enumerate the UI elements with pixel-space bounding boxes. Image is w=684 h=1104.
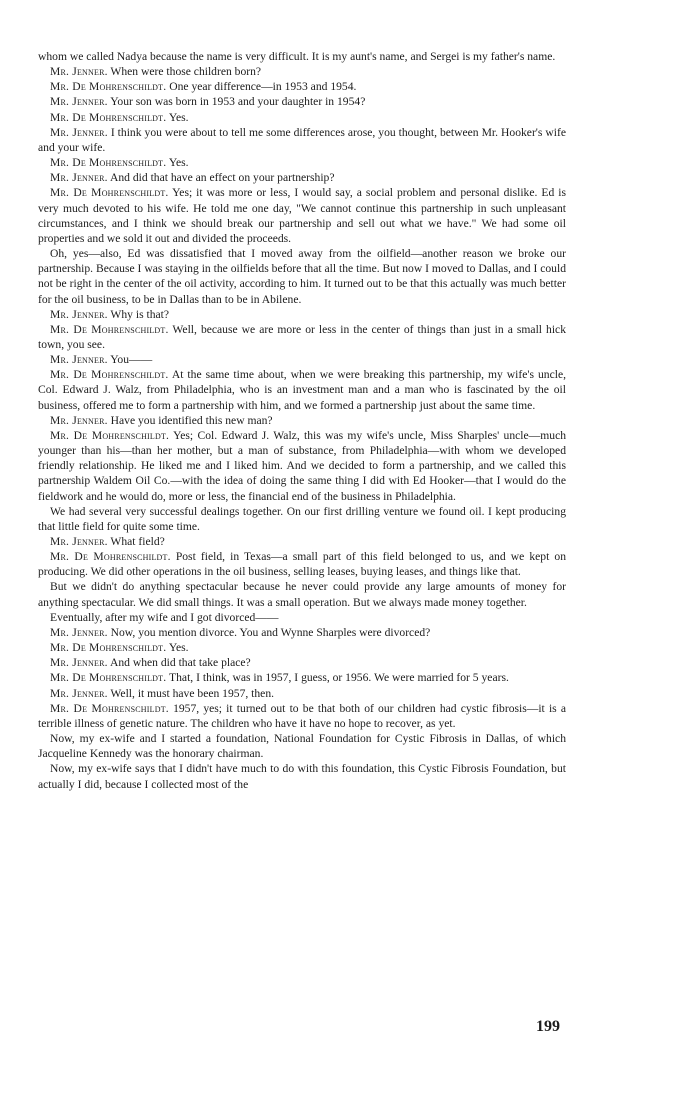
transcript-paragraph bbox=[38, 761, 566, 791]
paragraph-text: But we didn't do anything spectacular because he never could provide any large amounts of money for anything spectacular. We did small things. It was a small operation. But we always made money together. bbox=[38, 580, 566, 609]
paragraph-text: Yes. bbox=[168, 110, 189, 124]
paragraph-text: And did that have an effect on your partnership? bbox=[109, 171, 335, 185]
paragraph-text: Yes; Col. Edward J. Walz, this was my wife's uncle, Miss Sharples' uncle—much younger than his—than her mother, but a man of substance, from Philadelphia—with whom we developed friendly relationship. He liked me and I liked him. And we decided to form a partnership, and we called this partnership Waldem Oil Co.—with the idea of doing the same thing I did with Ed Hooker—that I would do the fieldwork and he would do, more or less, the financial end of the business in Philadelphia. bbox=[38, 428, 567, 503]
speaker-label: Mr. Jenner. bbox=[50, 171, 108, 185]
paragraph-text: Yes; it was more or less, I would say, a social problem and personal dislike. Ed is very much devoted to his wife. He told me one day, "We cannot continue this partnership in such unpleasant circumstances, and I think we should break our partnership and sell out what we have." We had some oil properties and we sold it out and divided the proceeds. bbox=[38, 186, 566, 245]
transcript-paragraph bbox=[38, 110, 566, 125]
speaker-label: Mr. De Mohrenschildt. bbox=[50, 428, 170, 442]
paragraph-text: Post field, in Texas—a small part of this field belonged to us, and we kept on producing. We did other operations in the oil business, selling leases, buying leases, and things like that. bbox=[38, 550, 566, 579]
paragraph-text: You—— bbox=[110, 353, 153, 367]
transcript-paragraph bbox=[38, 307, 566, 322]
transcript-paragraph bbox=[38, 64, 566, 79]
transcript-paragraph bbox=[38, 579, 566, 609]
paragraph-text: whom we called Nadya because the name is very difficult. It is my aunt's name, and Sergei is my father's name. bbox=[38, 50, 556, 63]
paragraph-text: Oh, yes—also, Ed was dissatisfied that I moved away from the oilfield—another reason we broke our partnership. Because I was staying in the oilfields before that all the time. But now I moved to Dallas, and I could not be right in the center of the oil activity, according to him. It turned out to be that this actually was much better for the oil business, to be in Dallas than to be in Abilene. bbox=[38, 247, 566, 306]
transcript-paragraph bbox=[38, 49, 566, 64]
paragraph-text: I think you were about to tell me some differences arose, you thought, between Mr. Hooker's wife and your wife. bbox=[38, 125, 566, 154]
paragraph-text: When were those children born? bbox=[110, 65, 262, 79]
transcript-paragraph bbox=[38, 170, 566, 185]
speaker-label: Mr. De Mohrenschildt. bbox=[50, 186, 169, 200]
speaker-label: Mr. De Mohrenschildt. bbox=[50, 156, 167, 170]
transcript-paragraph bbox=[38, 367, 566, 412]
speaker-label: Mr. Jenner. bbox=[50, 307, 108, 321]
speaker-label: Mr. De Mohrenschildt. bbox=[50, 701, 169, 715]
speaker-label: Mr. De Mohrenschildt. bbox=[50, 80, 167, 94]
paragraph-text: Your son was born in 1953 and your daughter in 1954? bbox=[110, 95, 366, 109]
paragraph-text: Eventually, after my wife and I got divorced—— bbox=[50, 610, 279, 624]
speaker-label: Mr. De Mohrenschildt. bbox=[50, 368, 169, 382]
page-number: 199 bbox=[536, 1018, 560, 1035]
paragraph-text: 1957, yes; it turned out to be that both of our children had cystic fibrosis—it is a terrible illness of genetic nature. The children who have it have no hope to recover, as yet. bbox=[38, 701, 567, 730]
paragraph-text: At the same time about, when we were breaking this partnership, my wife's uncle, Col. Edward J. Walz, from Philadelphia, who is an investment man and a man who is fascinated by the oil business, offered me to form a partnership with him, and we formed a partnership just about the same time. bbox=[38, 368, 566, 412]
transcript-body bbox=[38, 49, 566, 792]
speaker-label: Mr. De Mohrenschildt. bbox=[50, 550, 171, 564]
transcript-paragraph bbox=[38, 686, 566, 701]
speaker-label: Mr. Jenner. bbox=[50, 686, 108, 700]
paragraph-text: Why is that? bbox=[110, 307, 170, 321]
speaker-label: Mr. Jenner. bbox=[50, 95, 108, 109]
transcript-paragraph bbox=[38, 322, 566, 352]
transcript-paragraph bbox=[38, 352, 566, 367]
transcript-paragraph bbox=[38, 701, 566, 731]
transcript-paragraph bbox=[38, 94, 566, 109]
transcript-paragraph bbox=[38, 246, 566, 307]
speaker-label: Mr. Jenner. bbox=[50, 535, 108, 548]
paragraph-text: We had several very successful dealings together. On our first drilling venture we found oil. I kept producing that little field for quite some time. bbox=[38, 504, 566, 533]
paragraph-text: What field? bbox=[110, 535, 165, 548]
transcript-paragraph bbox=[38, 185, 566, 246]
paragraph-text: Well, because we are more or less in the center of things than just in a small hick town, you see. bbox=[38, 322, 566, 351]
transcript-paragraph bbox=[38, 731, 566, 761]
transcript-paragraph bbox=[38, 504, 566, 534]
speaker-label: Mr. De Mohrenschildt. bbox=[50, 322, 169, 336]
paragraph-text: That, I think, was in 1957, I guess, or 1956. We were married for 5 years. bbox=[169, 671, 509, 685]
transcript-paragraph bbox=[38, 155, 566, 170]
speaker-label: Mr. Jenner. bbox=[50, 353, 108, 367]
speaker-label: Mr. De Mohrenschildt. bbox=[50, 641, 167, 655]
transcript-paragraph bbox=[38, 610, 566, 625]
paragraph-text: One year difference—in 1953 and 1954. bbox=[169, 80, 357, 94]
transcript-paragraph bbox=[38, 625, 566, 640]
transcript-paragraph bbox=[38, 125, 566, 155]
transcript-paragraph bbox=[38, 79, 566, 94]
speaker-label: Mr. De Mohrenschildt. bbox=[50, 110, 167, 124]
speaker-label: Mr. Jenner. bbox=[50, 625, 108, 639]
paragraph-text: Yes. bbox=[168, 641, 189, 655]
paragraph-text: Now, my ex-wife says that I didn't have much to do with this foundation, this Cystic Fibrosis Foundation, but actually I did, because I collected most of the bbox=[38, 762, 566, 791]
transcript-paragraph bbox=[38, 413, 566, 428]
transcript-paragraph bbox=[38, 640, 566, 655]
paragraph-text: And when did that take place? bbox=[109, 656, 251, 670]
paragraph-text: Now, my ex-wife and I started a foundation, National Foundation for Cystic Fibrosis in Dallas, of which Jacqueline Kennedy was the honorary chairman. bbox=[38, 732, 566, 761]
speaker-label: Mr. Jenner. bbox=[50, 413, 108, 427]
paragraph-text: Well, it must have been 1957, then. bbox=[110, 686, 275, 700]
transcript-paragraph bbox=[38, 534, 566, 549]
transcript-paragraph bbox=[38, 655, 566, 670]
speaker-label: Mr. Jenner. bbox=[50, 656, 108, 670]
speaker-label: Mr. Jenner. bbox=[50, 65, 108, 79]
transcript-paragraph bbox=[38, 428, 566, 504]
paragraph-text: Now, you mention divorce. You and Wynne Sharples were divorced? bbox=[110, 625, 431, 639]
transcript-paragraph bbox=[38, 670, 566, 685]
transcript-paragraph bbox=[38, 549, 566, 579]
speaker-label: Mr. De Mohrenschildt. bbox=[50, 671, 167, 685]
speaker-label: Mr. Jenner. bbox=[50, 125, 108, 139]
paragraph-text: Yes. bbox=[168, 156, 189, 170]
paragraph-text: Have you identified this new man? bbox=[110, 413, 273, 427]
